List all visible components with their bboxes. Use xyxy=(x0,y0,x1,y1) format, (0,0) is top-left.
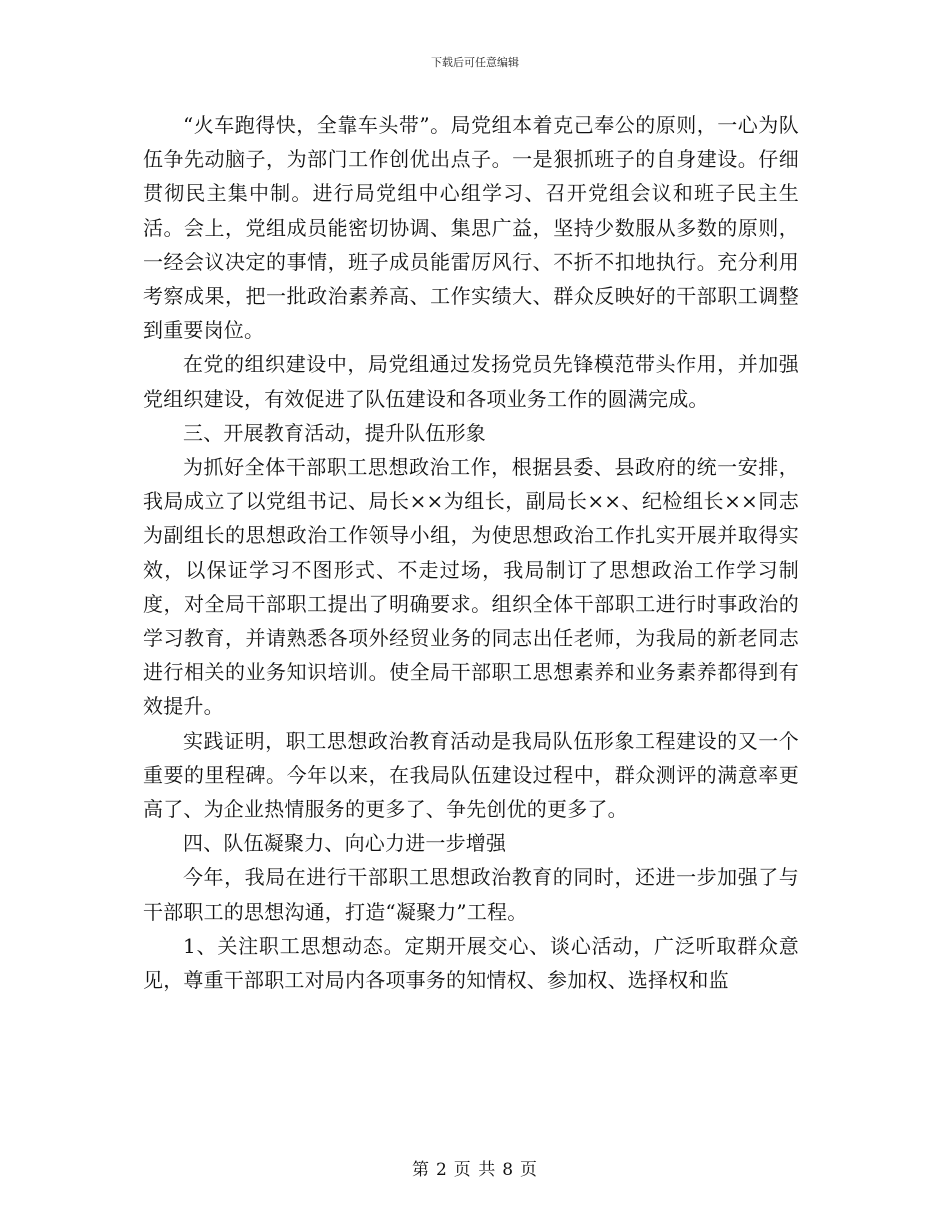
footer-prefix: 第 xyxy=(411,1160,430,1180)
paragraph-cohesion: 今年，我局在进行干部职工思想政治教育的同时，还进一步加强了与干部职工的思想沟通，打造“凝聚力”工程。 xyxy=(143,865,799,924)
header-note: 下载后可任意编辑 xyxy=(431,56,519,69)
document-body xyxy=(143,108,799,997)
paragraph-organization: 在党的组织建设中，局党组通过发扬党员先锋模范带头作用，并加强党组织建设，有效促进了队伍建设和各项业务工作的圆满完成。 xyxy=(143,352,799,411)
footer-middle: 页 共 xyxy=(453,1160,497,1180)
section-heading-education: 三、开展教育活动，提升队伍形象 xyxy=(183,420,486,445)
page-footer xyxy=(0,1155,950,1180)
current-page-number: 2 xyxy=(435,1160,448,1180)
total-pages-number: 8 xyxy=(502,1160,515,1180)
paragraph-employee-thoughts: 1、关注职工思想动态。定期开展交心、谈心活动，广泛听取群众意见，尊重干部职工对局内各项事务的知情权、参加权、选择权和监 xyxy=(143,933,799,993)
section-heading-cohesion: 四、队伍凝聚力、向心力进一步增强 xyxy=(183,831,507,856)
paragraph-leadership: “火车跑得快，全靠车头带”。局党组本着克己奉公的原则，一心为队伍争先动脑子，为部门工作创优出点子。一是狠抓班子的自身建设。仔细贯彻民主集中制。进行局党组中心组学习、召开党组会议和班子民主生活。会上，党组成员能密切协调、集思广益，坚持少数服从多数的原则，一经会议决定的事情，班子成员能雷厉风行、不折不扣地执行。充分利用考察成果，把一批政治素养高、工作实绩大、群众反映好的干部职工调整到重要岗位。 xyxy=(143,113,799,343)
paragraph-education: 为抓好全体干部职工思想政治工作，根据县委、县政府的统一安排，我局成立了以党组书记、局长××为组长，副局长××、纪检组长××同志为副组长的思想政治工作领导小组，为使思想政治工作扎实开展并取得实效，以保证学习不图形式、不走过场，我局制订了思想政治工作学习制度，对全局干部职工提出了明确要求。组织全体干部职工进行时事政治的学习教育，并请熟悉各项外经贸业务的同志出任老师，为我局的新老同志进行相关的业务知识培训。使全局干部职工思想素养和业务素养都得到有效提升。 xyxy=(143,455,799,719)
paragraph-practice: 实践证明，职工思想政治教育活动是我局队伍形象工程建设的又一个重要的里程碑。今年以来，在我局队伍建设过程中，群众测评的满意率更高了、为企业热情服务的更多了、争先创优的更多了。 xyxy=(143,728,799,822)
footer-suffix: 页 xyxy=(520,1160,539,1180)
